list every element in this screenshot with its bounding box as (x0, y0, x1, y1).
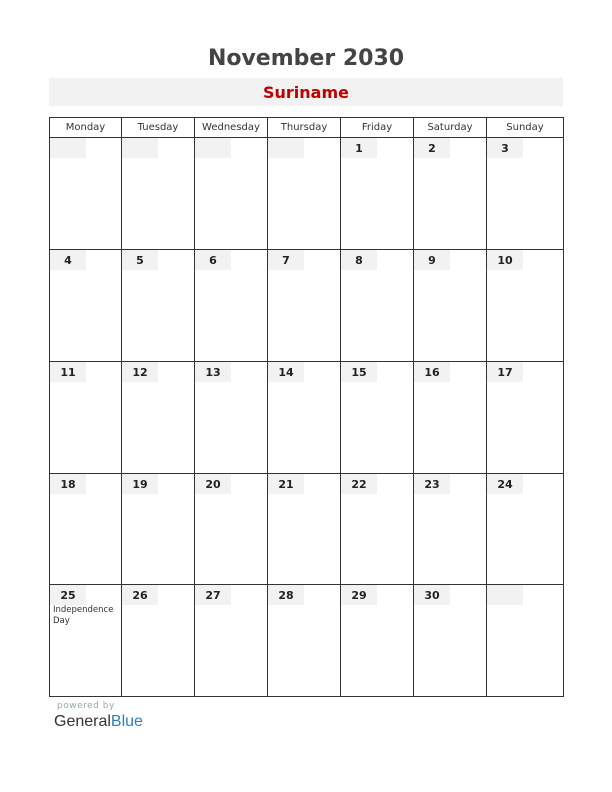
day-cell[interactable] (194, 361, 268, 474)
day-cell[interactable] (121, 361, 195, 474)
day-number: 15 (341, 362, 377, 382)
day-cell[interactable] (267, 249, 341, 362)
day-cell[interactable] (486, 584, 564, 697)
day-number (195, 138, 231, 158)
calendar-grid (49, 117, 563, 697)
weekday-header: Saturday (413, 117, 487, 138)
day-number: 16 (414, 362, 450, 382)
day-cell[interactable] (340, 249, 414, 362)
day-number: 8 (341, 250, 377, 270)
day-cell[interactable] (194, 249, 268, 362)
brand-part-blue: Blue (110, 713, 143, 730)
day-cell[interactable] (267, 473, 341, 585)
country-banner: Suriname (49, 78, 563, 106)
day-cell[interactable] (194, 473, 268, 585)
day-cell[interactable] (486, 137, 564, 250)
day-cell[interactable] (413, 249, 487, 362)
powered-by-label: powered by (57, 701, 115, 711)
weekday-header: Wednesday (194, 117, 268, 138)
day-cell[interactable] (413, 361, 487, 474)
day-number: 18 (50, 474, 86, 494)
day-number: 24 (487, 474, 523, 494)
day-number: 21 (268, 474, 304, 494)
day-cell[interactable] (49, 361, 122, 474)
day-cell[interactable] (486, 473, 564, 585)
day-cell[interactable] (194, 137, 268, 250)
day-cell[interactable] (121, 249, 195, 362)
day-cell[interactable] (340, 361, 414, 474)
day-cell[interactable] (486, 361, 564, 474)
day-cell[interactable] (413, 584, 487, 697)
day-number: 23 (414, 474, 450, 494)
day-number (122, 138, 158, 158)
day-number (50, 138, 86, 158)
day-number: 3 (487, 138, 523, 158)
day-number: 11 (50, 362, 86, 382)
day-number (487, 585, 523, 605)
day-cell[interactable] (267, 584, 341, 697)
day-number: 17 (487, 362, 523, 382)
day-cell[interactable] (49, 473, 122, 585)
day-number: 28 (268, 585, 304, 605)
day-cell[interactable] (49, 137, 122, 250)
day-cell[interactable] (121, 137, 195, 250)
day-number: 27 (195, 585, 231, 605)
day-number: 9 (414, 250, 450, 270)
day-number: 5 (122, 250, 158, 270)
day-number: 1 (341, 138, 377, 158)
day-number: 2 (414, 138, 450, 158)
day-cell[interactable] (340, 473, 414, 585)
day-cell[interactable] (486, 249, 564, 362)
weekday-header: Thursday (267, 117, 341, 138)
day-number: 22 (341, 474, 377, 494)
day-number: 29 (341, 585, 377, 605)
day-cell[interactable] (413, 473, 487, 585)
day-cell[interactable] (340, 584, 414, 697)
day-number: 10 (487, 250, 523, 270)
brand-part-general: General (54, 713, 111, 730)
day-cell[interactable] (267, 137, 341, 250)
holiday-label: Independence Day (53, 605, 114, 626)
calendar-title: November 2030 (207, 46, 405, 71)
day-number: 20 (195, 474, 231, 494)
day-number: 25 (50, 585, 86, 605)
day-number: 14 (268, 362, 304, 382)
weekday-header: Sunday (486, 117, 564, 138)
day-number: 19 (122, 474, 158, 494)
day-cell[interactable] (49, 249, 122, 362)
weekday-header: Tuesday (121, 117, 195, 138)
brand-logo[interactable] (54, 713, 143, 731)
day-cell[interactable] (267, 361, 341, 474)
day-cell[interactable] (194, 584, 268, 697)
day-cell[interactable] (121, 473, 195, 585)
day-number (268, 138, 304, 158)
day-cell[interactable] (413, 137, 487, 250)
day-number: 6 (195, 250, 231, 270)
day-number: 12 (122, 362, 158, 382)
day-number: 4 (50, 250, 86, 270)
weekday-header: Monday (49, 117, 122, 138)
weekday-header: Friday (340, 117, 414, 138)
day-cell[interactable] (121, 584, 195, 697)
day-cell[interactable] (49, 584, 122, 697)
day-number: 26 (122, 585, 158, 605)
day-number: 30 (414, 585, 450, 605)
day-number: 13 (195, 362, 231, 382)
day-number: 7 (268, 250, 304, 270)
day-cell[interactable] (340, 137, 414, 250)
